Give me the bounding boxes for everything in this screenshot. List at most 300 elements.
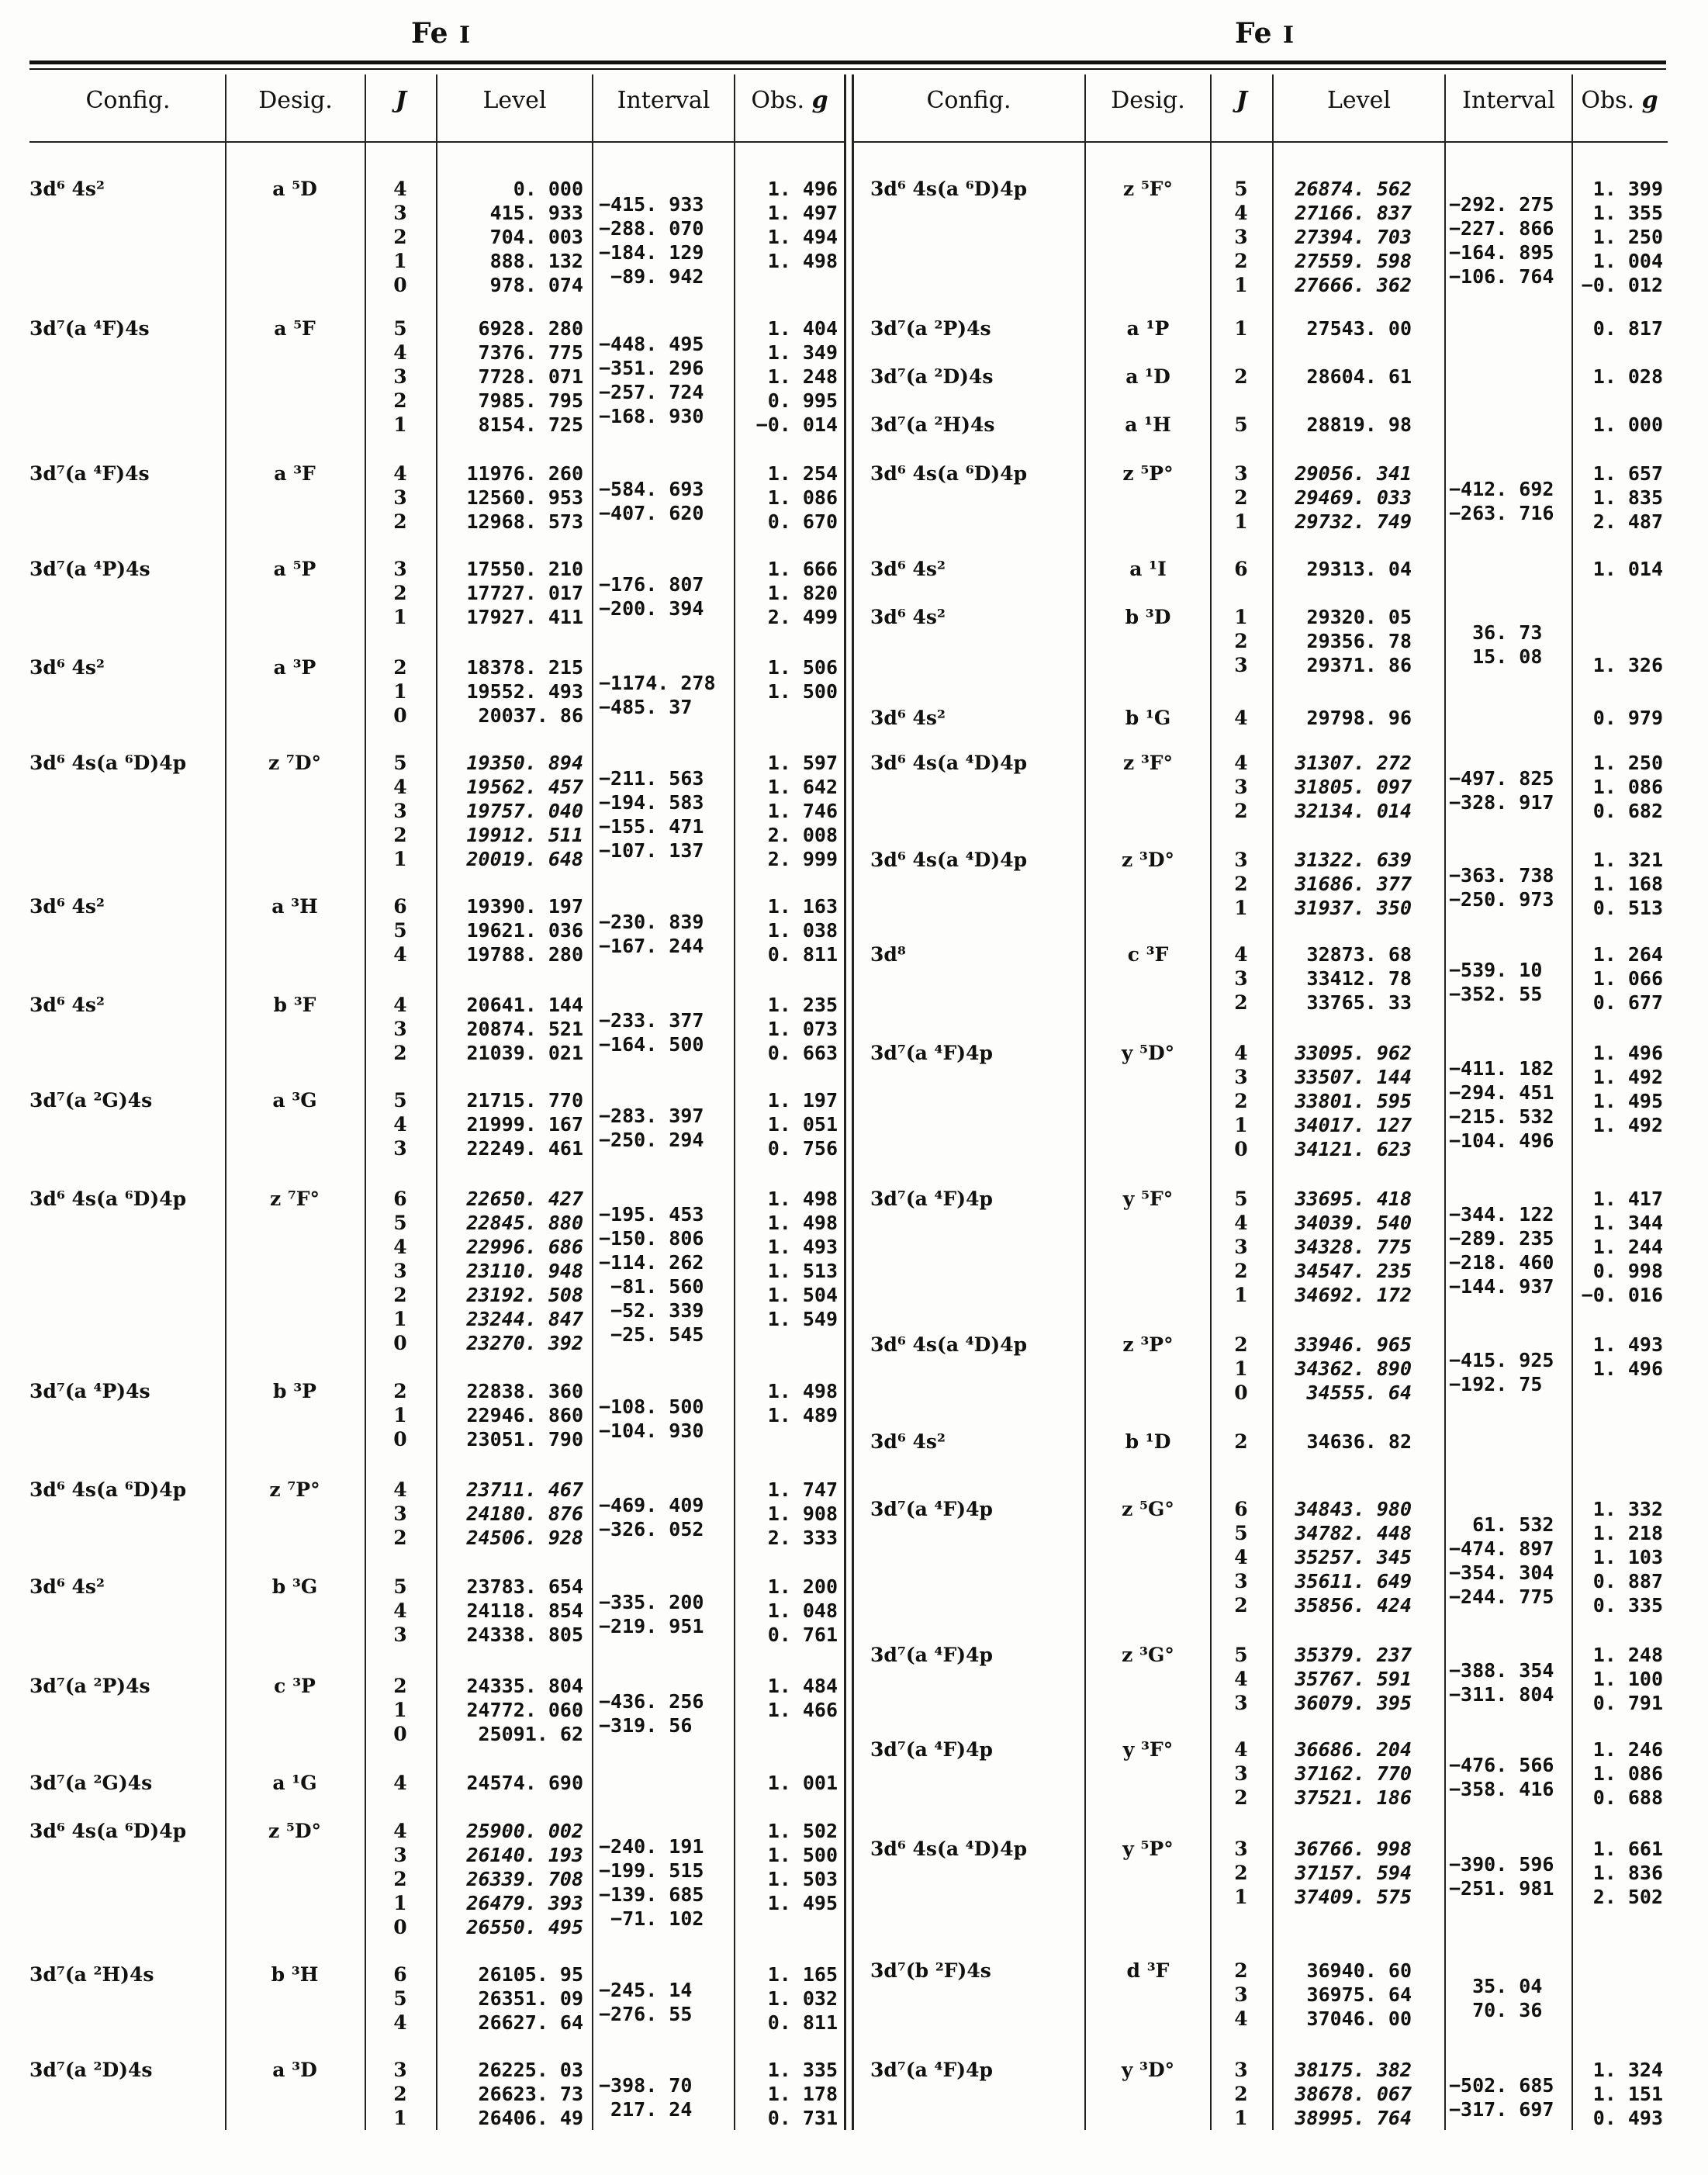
config-text: 3d⁷(a ⁴F)4s — [29, 317, 150, 340]
level-values — [451, 1088, 583, 1160]
desig-cell — [240, 177, 349, 201]
desig-text: z ⁵P° — [1122, 462, 1174, 485]
j-value: 4 — [393, 1599, 407, 1622]
obs-g-value: 1. 335 — [767, 2059, 838, 2081]
interval-value: −114. 262 — [599, 1250, 704, 1274]
obs-g-value: 1. 747 — [767, 1478, 838, 1501]
level-value: 38175. 382 — [1295, 2059, 1412, 2081]
interval-values — [1449, 958, 1573, 1006]
level-value: 7376. 775 — [478, 341, 583, 364]
level-value: 35856. 424 — [1295, 1594, 1412, 1617]
j-value: 1 — [1234, 897, 1248, 919]
level-values — [451, 1674, 583, 1746]
j-values — [1218, 2058, 1264, 2130]
config-text: 3d⁶ 4s² — [870, 707, 946, 729]
j-value: 2 — [1234, 1959, 1248, 1982]
j-value: 5 — [1234, 413, 1248, 436]
level-values — [1280, 316, 1412, 341]
obs-g-value: 1. 746 — [767, 800, 838, 822]
level-value: 34636. 82 — [1306, 1430, 1412, 1453]
level-values — [451, 1819, 583, 1939]
obs-g-value: 1. 513 — [767, 1260, 838, 1282]
obs-g-values — [737, 177, 838, 273]
half-divider — [852, 74, 854, 2130]
obs-g-values — [1562, 706, 1663, 730]
desig-cell — [240, 1187, 349, 1211]
obs-g-values — [737, 1674, 838, 1722]
obs-g-values — [737, 751, 838, 871]
level-value: 22838. 360 — [466, 1380, 583, 1402]
j-value: 2 — [393, 1675, 407, 1697]
desig-cell — [240, 1379, 349, 1403]
interval-values — [599, 1590, 723, 1638]
config-cell — [29, 655, 262, 679]
j-value: 4 — [393, 1478, 407, 1501]
level-values — [451, 1187, 583, 1355]
j-values — [377, 655, 424, 728]
j-values — [1218, 1041, 1264, 1161]
config-text: 3d⁷(a ⁴F)4p — [870, 1738, 993, 1761]
interval-values — [1449, 1513, 1573, 1609]
level-values — [451, 655, 583, 728]
level-value: 24772. 060 — [466, 1699, 583, 1721]
obs-g-value: 1. 163 — [767, 895, 838, 918]
interval-values — [599, 1834, 723, 1931]
level-value: 29313. 04 — [1306, 558, 1412, 580]
j-value: 1 — [393, 1404, 407, 1426]
interval-value: −328. 917 — [1449, 790, 1554, 814]
config-cell — [870, 557, 1103, 581]
obs-g-value: 0. 811 — [767, 2011, 838, 2034]
level-value: 26874. 562 — [1295, 178, 1412, 200]
level-values — [1280, 1959, 1412, 2031]
desig-text: z ⁷D° — [268, 752, 322, 774]
j-values — [377, 2058, 424, 2130]
obs-g-value: 0. 995 — [767, 389, 838, 412]
obs-g-value: 1. 492 — [1592, 1066, 1663, 1088]
config-cell — [870, 462, 1103, 486]
interval-value: −250. 294 — [599, 1128, 704, 1151]
j-value: 5 — [393, 1212, 407, 1234]
config-text: 3d⁶ 4s² — [870, 558, 946, 580]
obs-g-value: 1. 178 — [767, 2083, 838, 2105]
level-values — [451, 1478, 583, 1550]
desig-cell — [240, 655, 349, 679]
desig-text: z ⁷F° — [269, 1188, 320, 1210]
level-value: 24574. 690 — [466, 1772, 583, 1794]
level-value: 33801. 595 — [1295, 1090, 1412, 1112]
obs-g-value: 1. 489 — [767, 1404, 838, 1426]
j-value: 1 — [1234, 2107, 1248, 2129]
config-text: 3d⁶ 4s(a ⁶D)4p — [870, 178, 1028, 200]
config-cell — [870, 1837, 1103, 1861]
config-text: 3d⁷(a ⁴F)4s — [29, 462, 150, 485]
interval-value: −311. 804 — [1449, 1682, 1554, 1706]
j-value: 3 — [393, 365, 407, 388]
desig-text: b ³H — [271, 1963, 319, 1986]
obs-g-value: 0. 791 — [1592, 1692, 1663, 1714]
config-cell — [29, 1478, 262, 1502]
j-value: 0 — [393, 1916, 407, 1938]
interval-values — [1449, 621, 1573, 669]
header-obs-g: Obs. g — [751, 87, 828, 114]
j-value: 4 — [1234, 752, 1248, 774]
interval-value: −144. 937 — [1449, 1274, 1554, 1298]
interval-values — [1449, 1852, 1573, 1900]
config-text: 3d⁷(a ²D)4s — [29, 2059, 153, 2081]
desig-cell — [240, 1478, 349, 1502]
obs-g-value: 1. 000 — [1592, 413, 1663, 436]
config-cell — [870, 1430, 1103, 1454]
j-value: 2 — [1234, 1594, 1248, 1617]
interval-value: −415. 925 — [1449, 1348, 1554, 1371]
j-value: 5 — [393, 317, 407, 340]
interval-value: −227. 866 — [1449, 216, 1554, 240]
col-divider — [734, 74, 735, 2130]
desig-cell — [1094, 751, 1202, 775]
j-value: 1 — [1234, 510, 1248, 533]
level-value: 34017. 127 — [1295, 1114, 1412, 1136]
obs-g-value: 0. 493 — [1592, 2107, 1663, 2129]
obs-g-values — [737, 894, 838, 966]
obs-g-value: 1. 506 — [767, 656, 838, 679]
desig-cell — [240, 462, 349, 486]
interval-values — [1449, 1658, 1573, 1706]
half-divider — [844, 74, 846, 2130]
j-value: 3 — [1234, 226, 1248, 248]
interval-value: −319. 56 — [599, 1713, 693, 1737]
obs-g-value: 1. 032 — [767, 1987, 838, 2010]
obs-g-values — [1562, 1333, 1663, 1381]
interval-value: −164. 895 — [1449, 240, 1554, 264]
j-values — [1218, 605, 1264, 677]
level-values — [1280, 1643, 1412, 1715]
level-value: 35611. 649 — [1295, 1570, 1412, 1592]
j-value: 4 — [393, 1772, 407, 1794]
interval-value: −276. 55 — [599, 2002, 693, 2025]
j-values — [1218, 1430, 1264, 1454]
desig-text: z ³G° — [1122, 1644, 1174, 1666]
j-value: 3 — [1234, 462, 1248, 485]
desig-text: z ⁵D° — [268, 1820, 322, 1842]
level-value: 24506. 928 — [466, 1527, 583, 1549]
level-values — [1280, 1497, 1412, 1617]
interval-value: −155. 471 — [599, 814, 704, 838]
level-values — [1280, 1837, 1412, 1909]
j-values — [377, 751, 424, 871]
desig-cell — [1094, 848, 1202, 872]
config-cell — [870, 177, 1103, 201]
header-j: J — [395, 87, 407, 114]
desig-text: a ⁵P — [273, 558, 316, 580]
level-value: 26623. 73 — [478, 2083, 583, 2105]
desig-text: a ³D — [272, 2059, 317, 2081]
obs-g-value: 1. 100 — [1592, 1668, 1663, 1690]
j-value: 2 — [1234, 1260, 1248, 1282]
interval-values — [599, 1202, 723, 1347]
interval-values — [599, 766, 723, 863]
desig-cell — [1094, 1187, 1202, 1211]
config-text: 3d⁶ 4s² — [29, 895, 105, 918]
obs-g-values — [1562, 365, 1663, 389]
interval-values — [1449, 2073, 1573, 2121]
level-values — [1280, 2058, 1412, 2130]
j-value: 6 — [393, 895, 407, 918]
desig-text: b ¹D — [1125, 1430, 1171, 1453]
j-value: 3 — [1234, 1066, 1248, 1088]
level-value: 19788. 280 — [466, 943, 583, 966]
j-value: 0 — [393, 1428, 407, 1451]
interval-value: −485. 37 — [599, 695, 693, 718]
interval-value: −199. 515 — [599, 1859, 704, 1882]
interval-value: −106. 764 — [1449, 265, 1554, 288]
j-value: 5 — [1234, 1522, 1248, 1544]
j-value: 4 — [1234, 1668, 1248, 1690]
level-value: 19552. 493 — [466, 680, 583, 703]
j-value: 4 — [393, 178, 407, 200]
config-text: 3d⁸ — [870, 943, 906, 966]
obs-g-value: 1. 004 — [1592, 250, 1663, 272]
interval-values — [1449, 192, 1573, 289]
interval-value: −164. 500 — [599, 1032, 704, 1056]
config-text: 3d⁷(a ⁴F)4p — [870, 2059, 993, 2081]
config-cell — [870, 1041, 1103, 1065]
level-values — [1280, 1333, 1412, 1405]
config-cell — [870, 848, 1103, 872]
interval-value: −194. 583 — [599, 790, 704, 814]
obs-g-value: 0. 887 — [1592, 1570, 1663, 1592]
config-text: 3d⁶ 4s(a ⁶D)4p — [29, 1820, 187, 1842]
j-value: 1 — [1234, 317, 1248, 340]
interval-value: −326. 052 — [599, 1517, 704, 1540]
obs-g-value: 0. 811 — [767, 943, 838, 966]
level-value: 23244. 847 — [466, 1308, 583, 1330]
obs-g-value: 0. 761 — [767, 1623, 838, 1646]
header-config: Config. — [85, 87, 171, 114]
header-desig: Desig. — [1111, 87, 1185, 114]
desig-cell — [1094, 1041, 1202, 1065]
desig-text: z ³P° — [1122, 1333, 1174, 1356]
obs-g-value: 1. 404 — [767, 317, 838, 340]
obs-g-values — [1562, 1738, 1663, 1810]
level-value: 35257. 345 — [1295, 1546, 1412, 1568]
level-value: 31322. 639 — [1295, 849, 1412, 871]
obs-g-value: 1. 151 — [1592, 2083, 1663, 2105]
level-value: 29798. 96 — [1306, 707, 1412, 729]
config-cell — [870, 1497, 1103, 1521]
config-text: 3d⁷(a ²G)4s — [29, 1772, 153, 1794]
header-rule-right — [852, 141, 1668, 143]
desig-text: y ⁵P° — [1122, 1838, 1174, 1860]
obs-g-value: 1. 666 — [767, 558, 838, 580]
obs-g-value: 1. 066 — [1592, 967, 1663, 990]
interval-values — [1449, 1202, 1573, 1298]
level-value: 37409. 575 — [1295, 1886, 1412, 1908]
obs-g-value: 1. 417 — [1592, 1188, 1663, 1210]
interval-value: −412. 692 — [1449, 477, 1554, 500]
interval-value: −139. 685 — [599, 1883, 704, 1906]
level-values — [451, 1962, 583, 2035]
interval-value: −351. 296 — [599, 356, 704, 379]
interval-value: −240. 191 — [599, 1834, 704, 1858]
level-value: 26406. 49 — [478, 2107, 583, 2129]
obs-g-value: 1. 496 — [767, 178, 838, 200]
j-value: 3 — [393, 486, 407, 509]
level-value: 33765. 33 — [1306, 991, 1412, 1014]
interval-value: −1174. 278 — [599, 671, 716, 694]
interval-value: −250. 973 — [1449, 887, 1554, 911]
level-value: 21715. 770 — [466, 1089, 583, 1112]
desig-cell — [240, 1819, 349, 1843]
j-value: 2 — [1234, 1786, 1248, 1809]
interval-value: −476. 566 — [1449, 1753, 1554, 1776]
j-value: 2 — [393, 1042, 407, 1064]
interval-value: −411. 182 — [1449, 1056, 1554, 1080]
j-value: 1 — [393, 680, 407, 703]
obs-g-value: 1. 657 — [1592, 462, 1663, 485]
desig-text: a ⁵F — [274, 317, 316, 340]
obs-g-values — [1562, 751, 1663, 823]
j-value: 5 — [393, 1089, 407, 1112]
config-text: 3d⁷(a ⁴F)4p — [870, 1042, 993, 1064]
obs-g-value: 1. 497 — [767, 202, 838, 224]
level-value: 7728. 071 — [478, 365, 583, 388]
desig-cell — [240, 751, 349, 775]
level-values — [451, 751, 583, 871]
level-values — [451, 557, 583, 629]
config-cell — [870, 2058, 1103, 2082]
level-values — [451, 2058, 583, 2130]
j-value: 2 — [393, 389, 407, 412]
interval-value: 15. 08 — [1449, 645, 1543, 668]
j-value: 2 — [393, 1284, 407, 1306]
desig-cell — [1094, 177, 1202, 201]
j-value: 4 — [1234, 1546, 1248, 1568]
j-value: 4 — [1234, 707, 1248, 729]
level-value: 19757. 040 — [466, 800, 583, 822]
obs-g-value: 0. 663 — [767, 1042, 838, 1064]
level-value: 34782. 448 — [1295, 1522, 1412, 1544]
interval-value: 36. 73 — [1449, 621, 1543, 644]
j-value: 3 — [1234, 1236, 1248, 1258]
desig-cell — [240, 557, 349, 581]
obs-g-value: 0. 513 — [1592, 897, 1663, 919]
j-values — [377, 1478, 424, 1550]
top-rule-thin — [29, 68, 1666, 70]
j-values — [377, 1187, 424, 1355]
level-value: 36975. 64 — [1306, 1983, 1412, 2006]
interval-value: −257. 724 — [599, 380, 704, 403]
interval-value: −218. 460 — [1449, 1250, 1554, 1274]
j-value: 2 — [1234, 1430, 1248, 1453]
j-value: 1 — [393, 848, 407, 870]
level-value: 22249. 461 — [466, 1137, 583, 1160]
j-value: 3 — [393, 1137, 407, 1160]
desig-text: y ³D° — [1121, 2059, 1175, 2081]
level-value: 34555. 64 — [1306, 1381, 1412, 1404]
obs-g-values — [1562, 462, 1663, 534]
desig-text: a ¹H — [1125, 413, 1171, 436]
j-value: 1 — [1234, 1284, 1248, 1306]
config-cell — [29, 2058, 262, 2082]
obs-g-values — [737, 1819, 838, 1915]
obs-g-value: 1. 086 — [767, 486, 838, 509]
j-value: 1 — [1234, 1357, 1248, 1380]
level-value: 24180. 876 — [466, 1502, 583, 1525]
level-value: 11976. 260 — [466, 462, 583, 485]
obs-g-value: 1. 466 — [767, 1699, 838, 1721]
j-value: 3 — [1234, 1983, 1248, 2006]
level-values — [1280, 1187, 1412, 1307]
config-text: 3d⁶ 4s(a ⁴D)4p — [870, 1838, 1028, 1860]
level-value: 32873. 68 — [1306, 943, 1412, 966]
obs-g-value: 0. 670 — [767, 510, 838, 533]
level-value: 34547. 235 — [1295, 1260, 1412, 1282]
j-value: 2 — [393, 510, 407, 533]
interval-values — [1449, 1974, 1573, 2022]
col-divider — [1272, 74, 1274, 2130]
j-value: 1 — [1234, 1114, 1248, 1136]
obs-g-value: 1. 549 — [767, 1308, 838, 1330]
j-value: 1 — [393, 1699, 407, 1721]
obs-g-value: 1. 504 — [767, 1284, 838, 1306]
level-value: 29732. 749 — [1295, 510, 1412, 533]
desig-cell — [240, 993, 349, 1017]
interval-value: −104. 496 — [1449, 1129, 1554, 1152]
desig-text: y ⁵D° — [1121, 1042, 1175, 1064]
level-value: 29469. 033 — [1295, 486, 1412, 509]
level-value: 28819. 98 — [1306, 413, 1412, 436]
obs-g-value: 1. 642 — [767, 776, 838, 798]
desig-cell — [240, 2058, 349, 2082]
obs-g-value: 1. 399 — [1592, 178, 1663, 200]
level-value: 31805. 097 — [1295, 776, 1412, 798]
desig-text: c ³F — [1127, 943, 1169, 966]
obs-g-value: 2. 499 — [767, 606, 838, 628]
desig-cell — [1094, 605, 1202, 629]
level-values — [1280, 605, 1412, 677]
obs-g-value: 1. 246 — [1592, 1738, 1663, 1761]
obs-g-values — [1562, 557, 1663, 581]
desig-cell — [1094, 1959, 1202, 1983]
j-value: 2 — [1234, 250, 1248, 272]
j-values — [377, 177, 424, 297]
j-value: 3 — [393, 1623, 407, 1646]
obs-g-value: 1. 250 — [1592, 752, 1663, 774]
desig-text: b ¹G — [1125, 707, 1171, 729]
j-value: 2 — [393, 226, 407, 248]
obs-g-value: 1. 493 — [767, 1236, 838, 1258]
interval-values — [599, 332, 723, 428]
j-value: 3 — [1234, 1838, 1248, 1860]
j-value: 3 — [1234, 849, 1248, 871]
obs-g-values — [737, 2058, 838, 2130]
j-value: 3 — [393, 1502, 407, 1525]
interval-value: 61. 532 — [1449, 1513, 1554, 1536]
j-values — [377, 1088, 424, 1160]
obs-g-values — [737, 462, 838, 534]
obs-g-value: 0. 682 — [1592, 800, 1663, 822]
j-value: 1 — [393, 250, 407, 272]
config-text: 3d⁶ 4s(a ⁶D)4p — [29, 1478, 187, 1501]
level-value: 31937. 350 — [1295, 897, 1412, 919]
j-value: 1 — [393, 1308, 407, 1330]
j-value: 3 — [1234, 654, 1248, 676]
desig-cell — [240, 894, 349, 918]
interval-value: −388. 354 — [1449, 1658, 1554, 1682]
config-cell — [870, 1187, 1103, 1211]
config-cell — [29, 462, 262, 486]
